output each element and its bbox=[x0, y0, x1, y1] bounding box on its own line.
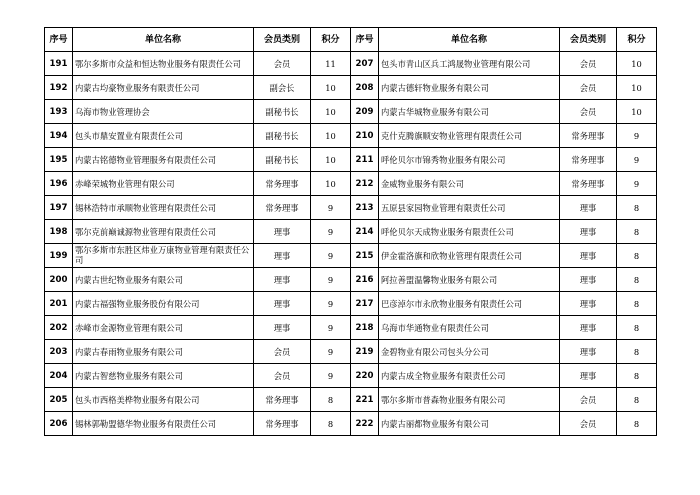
row-unit-name-right: 包头市青山区兵工鸿晟物业管理有限公司 bbox=[379, 52, 560, 76]
row-no-left: 192 bbox=[45, 76, 73, 100]
row-no-left: 195 bbox=[45, 148, 73, 172]
row-unit-name-left: 内蒙古铭德物业管理服务有限责任公司 bbox=[73, 148, 254, 172]
row-unit-name-right: 内蒙古成全物业服务有限责任公司 bbox=[379, 364, 560, 388]
row-member-type-right: 会员 bbox=[560, 52, 617, 76]
header-name-right: 单位名称 bbox=[379, 28, 560, 52]
header-name-left: 单位名称 bbox=[73, 28, 254, 52]
row-unit-name-left: 内蒙古世纪物业服务有限公司 bbox=[73, 268, 254, 292]
header-type-left: 会员类别 bbox=[254, 28, 311, 52]
row-no-right: 222 bbox=[351, 412, 379, 436]
row-member-type-left: 理事 bbox=[254, 316, 311, 340]
row-score-left: 9 bbox=[311, 244, 351, 268]
row-member-type-left: 会员 bbox=[254, 364, 311, 388]
row-member-type-right: 常务理事 bbox=[560, 124, 617, 148]
row-unit-name-right: 乌海市华通物业有限责任公司 bbox=[379, 316, 560, 340]
row-no-left: 196 bbox=[45, 172, 73, 196]
row-no-left: 205 bbox=[45, 388, 73, 412]
row-unit-name-right: 内蒙古华城物业服务有限公司 bbox=[379, 100, 560, 124]
row-member-type-left: 理事 bbox=[254, 220, 311, 244]
row-no-left: 200 bbox=[45, 268, 73, 292]
row-member-type-left: 常务理事 bbox=[254, 388, 311, 412]
row-member-type-right: 会员 bbox=[560, 412, 617, 436]
row-unit-name-left: 乌海市物业管理协会 bbox=[73, 100, 254, 124]
row-no-left: 198 bbox=[45, 220, 73, 244]
row-score-right: 8 bbox=[617, 412, 657, 436]
row-member-type-left: 副秘书长 bbox=[254, 124, 311, 148]
table-row bbox=[45, 52, 657, 76]
header-no-left: 序号 bbox=[45, 28, 73, 52]
row-member-type-left: 理事 bbox=[254, 268, 311, 292]
row-no-right: 208 bbox=[351, 76, 379, 100]
row-unit-name-right: 五原县家园物业管理有限责任公司 bbox=[379, 196, 560, 220]
member-score-sheet bbox=[44, 27, 657, 436]
table-row bbox=[45, 388, 657, 412]
row-unit-name-right: 鄂尔多斯市普森物业服务有限公司 bbox=[379, 388, 560, 412]
row-member-type-left: 副秘书长 bbox=[254, 100, 311, 124]
row-unit-name-left: 包头市西格美桦物业服务有限公司 bbox=[73, 388, 254, 412]
table-body bbox=[45, 52, 657, 436]
row-member-type-left: 副会长 bbox=[254, 76, 311, 100]
row-member-type-right: 理事 bbox=[560, 316, 617, 340]
row-no-right: 207 bbox=[351, 52, 379, 76]
header-score-right: 积分 bbox=[617, 28, 657, 52]
table-row bbox=[45, 76, 657, 100]
row-unit-name-left: 内蒙古福强物业服务股份有限公司 bbox=[73, 292, 254, 316]
row-score-right: 8 bbox=[617, 292, 657, 316]
row-unit-name-left: 鄂尔多斯市众益和恒达物业服务有限责任公司 bbox=[73, 52, 254, 76]
row-score-left: 10 bbox=[311, 172, 351, 196]
row-score-left: 10 bbox=[311, 76, 351, 100]
row-score-right: 8 bbox=[617, 220, 657, 244]
row-unit-name-left: 内蒙古均豪物业服务有限责任公司 bbox=[73, 76, 254, 100]
row-score-right: 8 bbox=[617, 268, 657, 292]
row-unit-name-right: 呼伦贝尔市锦秀物业服务有限公司 bbox=[379, 148, 560, 172]
header-no-right: 序号 bbox=[351, 28, 379, 52]
row-score-left: 9 bbox=[311, 220, 351, 244]
header-score-left: 积分 bbox=[311, 28, 351, 52]
row-no-right: 213 bbox=[351, 196, 379, 220]
row-score-left: 9 bbox=[311, 364, 351, 388]
row-unit-name-left: 赤峰市金源物业管理有限公司 bbox=[73, 316, 254, 340]
row-member-type-left: 会员 bbox=[254, 340, 311, 364]
row-member-type-right: 理事 bbox=[560, 340, 617, 364]
row-no-right: 216 bbox=[351, 268, 379, 292]
row-no-right: 217 bbox=[351, 292, 379, 316]
row-score-right: 8 bbox=[617, 388, 657, 412]
row-unit-name-right: 内蒙古丽都物业服务有限公司 bbox=[379, 412, 560, 436]
row-score-left: 10 bbox=[311, 148, 351, 172]
row-no-left: 199 bbox=[45, 244, 73, 268]
row-score-left: 9 bbox=[311, 196, 351, 220]
row-score-right: 8 bbox=[617, 364, 657, 388]
row-member-type-left: 理事 bbox=[254, 292, 311, 316]
row-unit-name-right: 金碧物业有限公司包头分公司 bbox=[379, 340, 560, 364]
row-member-type-left: 常务理事 bbox=[254, 412, 311, 436]
row-score-right: 9 bbox=[617, 172, 657, 196]
row-no-left: 204 bbox=[45, 364, 73, 388]
row-member-type-right: 常务理事 bbox=[560, 172, 617, 196]
row-unit-name-left: 鄂尔多斯市东胜区炜业万康物业管理有限责任公司 bbox=[73, 244, 254, 268]
table-row bbox=[45, 316, 657, 340]
row-unit-name-right: 伊金霍洛旗和欣物业管理有限责任公司 bbox=[379, 244, 560, 268]
row-score-right: 8 bbox=[617, 340, 657, 364]
row-no-right: 210 bbox=[351, 124, 379, 148]
member-score-table bbox=[44, 27, 657, 436]
row-member-type-left: 会员 bbox=[254, 52, 311, 76]
row-score-right: 8 bbox=[617, 244, 657, 268]
row-no-left: 194 bbox=[45, 124, 73, 148]
row-no-left: 203 bbox=[45, 340, 73, 364]
table-row bbox=[45, 220, 657, 244]
row-no-left: 191 bbox=[45, 52, 73, 76]
table-row bbox=[45, 340, 657, 364]
table-row bbox=[45, 268, 657, 292]
row-no-right: 220 bbox=[351, 364, 379, 388]
row-member-type-right: 理事 bbox=[560, 364, 617, 388]
row-unit-name-left: 锡林郭勒盟德华物业服务有限责任公司 bbox=[73, 412, 254, 436]
row-member-type-right: 会员 bbox=[560, 100, 617, 124]
row-member-type-right: 理事 bbox=[560, 244, 617, 268]
row-score-right: 9 bbox=[617, 148, 657, 172]
row-unit-name-right: 金威物业服务有限公司 bbox=[379, 172, 560, 196]
row-no-right: 214 bbox=[351, 220, 379, 244]
row-no-left: 197 bbox=[45, 196, 73, 220]
row-member-type-right: 理事 bbox=[560, 268, 617, 292]
row-unit-name-right: 巴彦淖尔市永欣物业服务有限责任公司 bbox=[379, 292, 560, 316]
header-row bbox=[45, 28, 657, 52]
row-unit-name-left: 包头市鼎安置业有限责任公司 bbox=[73, 124, 254, 148]
row-member-type-right: 理事 bbox=[560, 196, 617, 220]
row-unit-name-left: 内蒙古春雨物业服务有限公司 bbox=[73, 340, 254, 364]
table-row bbox=[45, 412, 657, 436]
row-unit-name-right: 内蒙古德轩物业服务有限公司 bbox=[379, 76, 560, 100]
header-type-right: 会员类别 bbox=[560, 28, 617, 52]
table-row bbox=[45, 196, 657, 220]
row-member-type-right: 常务理事 bbox=[560, 148, 617, 172]
row-no-right: 218 bbox=[351, 316, 379, 340]
row-unit-name-left: 内蒙古智慈物业服务有限公司 bbox=[73, 364, 254, 388]
row-score-right: 10 bbox=[617, 52, 657, 76]
row-no-left: 202 bbox=[45, 316, 73, 340]
row-member-type-right: 会员 bbox=[560, 76, 617, 100]
table-row bbox=[45, 244, 657, 268]
row-score-left: 9 bbox=[311, 340, 351, 364]
row-score-left: 8 bbox=[311, 412, 351, 436]
table-row bbox=[45, 364, 657, 388]
row-score-left: 10 bbox=[311, 124, 351, 148]
row-unit-name-left: 赤峰荣城物业管理有限公司 bbox=[73, 172, 254, 196]
row-unit-name-right: 呼伦贝尔天成物业服务有限责任公司 bbox=[379, 220, 560, 244]
row-score-right: 9 bbox=[617, 124, 657, 148]
row-no-right: 211 bbox=[351, 148, 379, 172]
table-row bbox=[45, 124, 657, 148]
row-no-left: 206 bbox=[45, 412, 73, 436]
row-member-type-right: 理事 bbox=[560, 220, 617, 244]
row-unit-name-left: 锡林浩特市承顺物业管理有限责任公司 bbox=[73, 196, 254, 220]
row-score-right: 10 bbox=[617, 100, 657, 124]
row-no-left: 201 bbox=[45, 292, 73, 316]
row-no-right: 209 bbox=[351, 100, 379, 124]
row-member-type-left: 常务理事 bbox=[254, 196, 311, 220]
row-member-type-right: 理事 bbox=[560, 292, 617, 316]
row-score-left: 8 bbox=[311, 388, 351, 412]
row-no-right: 215 bbox=[351, 244, 379, 268]
row-score-right: 10 bbox=[617, 76, 657, 100]
row-score-left: 11 bbox=[311, 52, 351, 76]
row-no-left: 193 bbox=[45, 100, 73, 124]
row-member-type-left: 理事 bbox=[254, 244, 311, 268]
row-score-left: 10 bbox=[311, 100, 351, 124]
row-member-type-left: 常务理事 bbox=[254, 172, 311, 196]
row-score-left: 9 bbox=[311, 268, 351, 292]
row-score-left: 9 bbox=[311, 292, 351, 316]
row-score-right: 8 bbox=[617, 316, 657, 340]
table-row bbox=[45, 172, 657, 196]
row-member-type-right: 会员 bbox=[560, 388, 617, 412]
row-unit-name-right: 阿拉善盟温馨物业服务有限公司 bbox=[379, 268, 560, 292]
row-member-type-left: 副秘书长 bbox=[254, 148, 311, 172]
row-no-right: 212 bbox=[351, 172, 379, 196]
row-unit-name-right: 克什克腾旗顺安物业管理有限责任公司 bbox=[379, 124, 560, 148]
table-row bbox=[45, 100, 657, 124]
row-unit-name-left: 鄂尔克前巅诚源物业管理有限责任公司 bbox=[73, 220, 254, 244]
table-row bbox=[45, 148, 657, 172]
row-score-right: 8 bbox=[617, 196, 657, 220]
row-no-right: 219 bbox=[351, 340, 379, 364]
table-row bbox=[45, 292, 657, 316]
row-no-right: 221 bbox=[351, 388, 379, 412]
row-score-left: 9 bbox=[311, 316, 351, 340]
